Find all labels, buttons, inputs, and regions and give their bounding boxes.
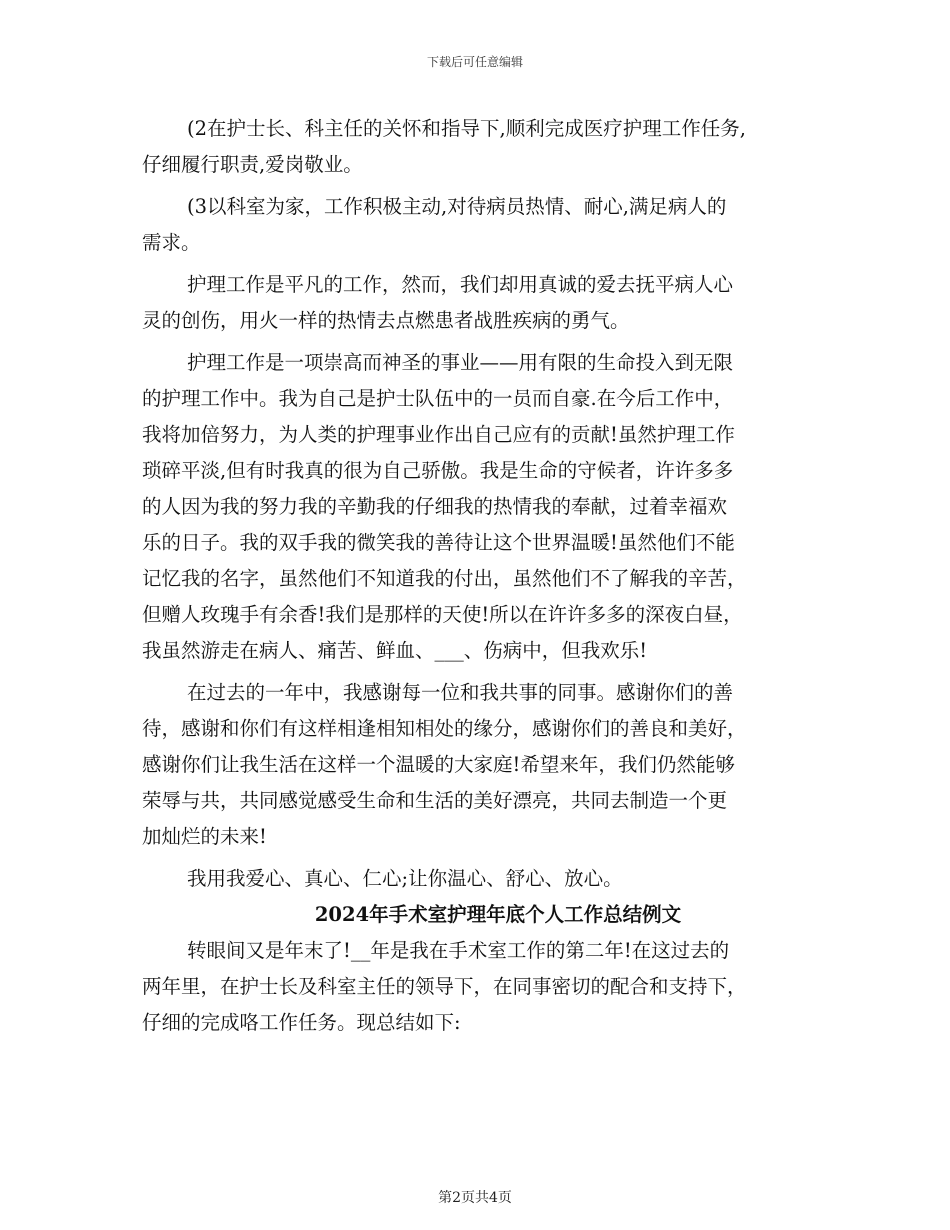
page-number-footer: 第2页共4页 xyxy=(438,1190,512,1206)
section-title: 2024年手术室护理年底个人工作总结例文 xyxy=(314,903,682,926)
paragraph-line: 琐碎平淡,但有时我真的很为自己骄傲。我是生命的守候者，许许多多 xyxy=(142,459,734,482)
paragraph-line: 加灿烂的未来! xyxy=(142,825,267,848)
paragraph-line: 仔细履行职责,爱岗敬业。 xyxy=(142,153,363,176)
paragraph-line: 需求。 xyxy=(142,231,201,254)
page-header-note: 下载后可任意编辑 xyxy=(426,55,523,69)
paragraph-line: 乐的日子。我的双手我的微笑我的善待让这个世界温暖!虽然他们不能 xyxy=(142,531,735,554)
paragraph-line: 我将加倍努力，为人类的护理事业作出自己应有的贡献!虽然护理工作 xyxy=(142,423,735,446)
paragraph-line: 的护理工作中。我为自己是护士队伍中的一员而自豪.在今后工作中， xyxy=(142,387,734,410)
paragraph-line: 记忆我的名字，虽然他们不知道我的付出，虽然他们不了解我的辛苦， xyxy=(142,567,747,590)
paragraph-line: 两年里，在护士长及科室主任的领导下，在同事密切的配合和支持下， xyxy=(142,975,747,998)
paragraph-line: 仔细的完成咯工作任务。现总结如下: xyxy=(142,1011,461,1034)
document-body xyxy=(142,111,814,1041)
paragraph-line: 但赠人玫瑰手有余香!我们是那样的天使!所以在许许多多的深夜白昼， xyxy=(142,603,743,626)
paragraph-line: 护理工作是平凡的工作，然而，我们却用真诚的爱去抚平病人心 xyxy=(187,273,734,296)
paragraph-line: 感谢你们让我生活在这样一个温暖的大家庭!希望来年，我们仍然能够 xyxy=(142,753,735,776)
paragraph-line: 转眼间又是年末了!__年是我在手术室工作的第二年!在这过去的 xyxy=(187,939,730,962)
paragraph-line: 待，感谢和你们有这样相逢相知相处的缘分，感谢你们的善良和美好， xyxy=(142,717,747,740)
paragraph-line: 在过去的一年中，我感谢每一位和我共事的同事。感谢你们的善 xyxy=(187,681,734,704)
paragraph-line: 的人因为我的努力我的辛勤我的仔细我的热情我的奉献，过着幸福欢 xyxy=(142,495,728,518)
paragraph-line: 灵的创伤，用火一样的热情去点燃患者战胜疾病的勇气。 xyxy=(142,309,630,332)
paragraph-line: 护理工作是一项崇高而神圣的事业——用有限的生命投入到无限 xyxy=(187,351,734,374)
paragraph-line: 我用我爱心、真心、仁心;让你温心、舒心、放心。 xyxy=(187,867,623,890)
paragraph-line: 荣辱与共，共同感觉感受生命和生活的美好漂亮，共同去制造一个更 xyxy=(142,789,728,812)
paragraph-line: 我虽然游走在病人、痛苦、鲜血、___、伤病中，但我欢乐! xyxy=(142,639,648,662)
paragraph-line: (3以科室为家，工作积极主动,对待病员热情、耐心,满足病人的 xyxy=(187,195,727,218)
paragraph-line: (2在护士长、科主任的关怀和指导下,顺利完成医疗护理工作任务, xyxy=(187,117,746,140)
